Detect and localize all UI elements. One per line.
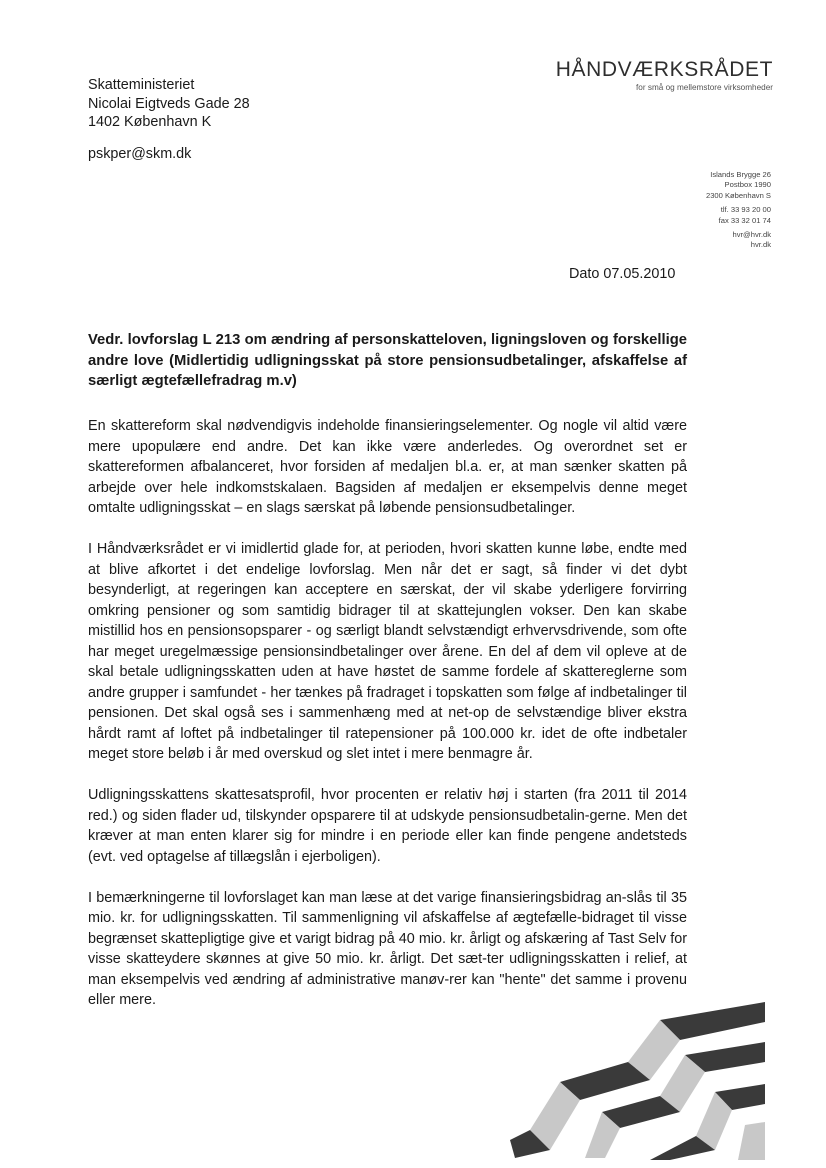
recipient-address [88, 76, 250, 132]
logo-name: HÅNDVÆRKSRÅDET [555, 58, 773, 81]
recipient-email: pskper@skm.dk [88, 146, 192, 162]
sender-contact [706, 170, 771, 255]
contact-phones [706, 205, 771, 226]
letter-body [88, 416, 687, 1031]
contact-city: 2300 København S [705, 190, 771, 200]
recipient-city: 1402 København K [88, 114, 212, 130]
ribbon-graphic [510, 1000, 770, 1160]
contact-postbox: Postbox 1990 [724, 180, 771, 190]
body-paragraph: I Håndværksrådet er vi imidlertid glade for, at perioden, hvori skatten kunne løbe, endte med at blive afkortet i det endelige lovforslag. Men når det er sagt, så finder vi det dybt besynderligt, at regeringen kan acceptere en særskat, der vil skabe yderligere forvirring omkring pensioner og som samtidig bidrager til at skattejunglen vokser. Den kan skabe mistillid hos en pensionsopsparer - og særligt blandt selvstændigt erhvervsdrivende, som ofte har meget uregelmæssige pensionsindbetalinger over årene. En del af dem vil opleve at de skal betale udligningsskatten uden at have høstet de samme fordele af skattereglerne som andre grupper i samfundet - her tænkes på fradraget i topskatten som følge af indbetalinger til pensionen. Det skal også ses i sammenhæng med at net-op de selvstændige bliver ekstra hårdt ramt af loftet på indbetalinger til ratepensioner på 100.000 kr. idet de ofte indbetaler meget store beløb i år med overskud og slet intet i mere benmagre år. [88, 541, 687, 762]
body-paragraph: I bemærkningerne til lovforslaget kan man læse at det varige finansieringsbidrag an-slås til 35 mio. kr. for udligningsskatten. Til sammenligning vil afskaffelse af ægtefælle-bidraget til visse begrænset skattepligtige give et varigt bidrag på 40 mio. kr. årligt og afskæring af Tast Selv for visse skatteydere skønnes at give 50 mio. kr. årligt. Det sæt-ter udligningsskatten i relief, at man eksempelvis ved ændring af administrative manøv-rer kan "hente" det samme i provenu eller mere. [88, 889, 687, 1008]
contact-street: Islands Brygge 26 [710, 170, 771, 179]
logo-tagline: for små og mellemstore virksomheder [636, 83, 773, 92]
contact-fax: fax 33 32 01 74 [718, 215, 771, 225]
recipient-street: Nicolai Eigtveds Gade 28 [88, 95, 250, 112]
contact-address [706, 170, 771, 201]
ribbon-segment [660, 1002, 765, 1040]
ribbon-segment [738, 1122, 765, 1160]
letter-subject: Vedr. lovforslag L 213 om ændring af personskatteloven, ligningsloven og forskellige andre love (Midlertidig udligningsskat på store pensionsudbetalinger, afskaffelse af særligt ægtefællefradrag m.v) [88, 332, 687, 389]
sender-logo [556, 58, 773, 92]
contact-website: hvr.dk [750, 240, 771, 250]
contact-email: hvr@hvr.dk [732, 230, 771, 240]
body-paragraph: Udligningsskattens skattesatsprofil, hvor procenten er relativ høj i starten (fra 2011 til 2014 red.) og siden flader ud, tilskynder opsparere til at udskyde pensionsudbetalin-gerne. Men det kræver at man enten klarer sig for mindre i en periode eller kan finde pengene andetsteds (evt. ved optagelse af tillægslån i ejerboligen). [88, 787, 687, 865]
body-paragraph: En skattereform skal nødvendigvis indeholde finansieringselementer. Og nogle vil altid være mere upopulære end andre. Det kan ikke være anderledes. Og overordnet set er skattereformen afbalanceret, hvor forsiden af medaljen bl.a. er, at man sænker skatten på arbejde over hele indkomstskalaen. Bagsiden af medaljen er eksempelvis denne meget omtalte udligningsskat – en slags særskat på løbende pensionsudbetalinger. [88, 418, 687, 516]
contact-web [706, 230, 771, 251]
recipient-name: Skatteministeriet [88, 77, 195, 93]
letter-date: Dato 07.05.2010 [569, 266, 676, 282]
contact-phone: tlf. 33 93 20 00 [720, 205, 771, 215]
